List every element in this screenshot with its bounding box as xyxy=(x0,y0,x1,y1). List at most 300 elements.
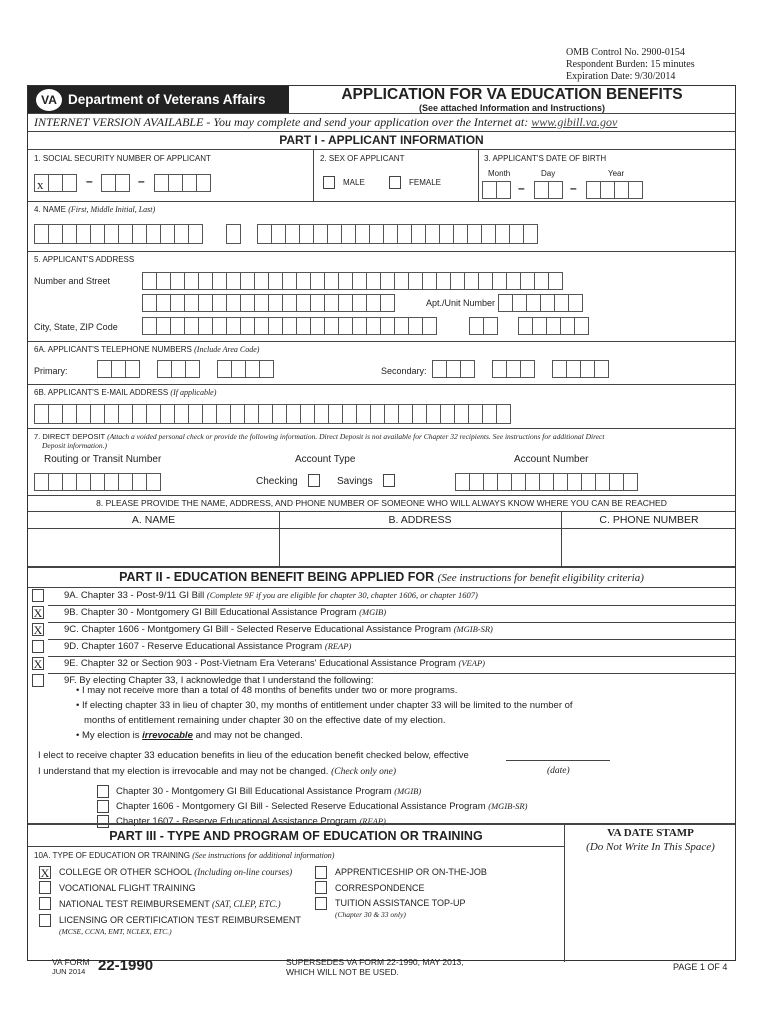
char-box[interactable] xyxy=(254,272,269,290)
char-box[interactable] xyxy=(481,224,496,244)
char-box[interactable] xyxy=(125,360,140,378)
agency-banner xyxy=(28,86,289,113)
benefit-checkbox[interactable] xyxy=(32,640,44,653)
char-box[interactable] xyxy=(380,294,395,312)
char-box[interactable] xyxy=(338,294,353,312)
char-box[interactable] xyxy=(282,272,297,290)
char-box[interactable] xyxy=(554,294,569,312)
char-box[interactable] xyxy=(142,272,157,290)
char-box[interactable] xyxy=(478,272,493,290)
char-box[interactable] xyxy=(324,317,339,335)
char-box[interactable] xyxy=(425,224,440,244)
char-box[interactable] xyxy=(492,360,507,378)
char-box[interactable] xyxy=(469,317,484,335)
char-box[interactable] xyxy=(62,404,77,424)
char-box[interactable] xyxy=(509,224,524,244)
char-box[interactable] xyxy=(226,272,241,290)
char-box[interactable] xyxy=(394,317,409,335)
char-box[interactable] xyxy=(184,317,199,335)
tuition-label: TUITION ASSISTANCE TOP-UP xyxy=(335,898,466,908)
savings-checkbox[interactable] xyxy=(383,474,395,487)
savings-label: Savings xyxy=(337,476,373,487)
char-box[interactable] xyxy=(282,294,297,312)
ssn-part1[interactable] xyxy=(35,174,77,192)
form-subtitle: (See attached Information and Instructions) xyxy=(418,103,606,113)
char-box[interactable] xyxy=(327,224,342,244)
char-box[interactable] xyxy=(440,404,455,424)
tuition-checkbox[interactable] xyxy=(315,897,327,910)
char-box[interactable] xyxy=(160,404,175,424)
supersedes-note: SUPERSEDES VA FORM 22-1990, MAY 2013, WHICH WILL NOT BE USED. xyxy=(286,957,464,977)
primary-line[interactable] xyxy=(218,360,274,378)
contact-name-field[interactable] xyxy=(28,529,279,565)
char-box[interactable] xyxy=(226,294,241,312)
char-box[interactable] xyxy=(397,224,412,244)
male-label: MALE xyxy=(343,178,365,187)
apt-label: Apt./Unit Number xyxy=(426,298,496,308)
national-test-label: NATIONAL TEST REIMBURSEMENT (SAT, CLEP, ETC.) xyxy=(59,899,281,909)
contact-label: 8. PLEASE PROVIDE THE NAME, ADDRESS, AND PHONE NUMBER OF SOMEONE WHO WILL ALWAYS KNOW WHERE YOU CAN BE REACHED xyxy=(96,498,667,508)
char-box[interactable] xyxy=(366,272,381,290)
char-box[interactable] xyxy=(299,224,314,244)
primary-prefix[interactable] xyxy=(158,360,200,378)
char-box[interactable] xyxy=(90,473,105,491)
internet-note: INTERNET VERSION AVAILABLE - You may complete and send your application over the Internet at: www.gibill.va.gov xyxy=(34,115,618,129)
phone-label: 6A. APPLICANT'S TELEPHONE NUMBERS (Include Area Code) xyxy=(34,345,260,354)
char-box[interactable] xyxy=(268,272,283,290)
char-box[interactable] xyxy=(496,404,511,424)
char-box[interactable] xyxy=(532,317,547,335)
contact-phone-header: C. PHONE NUMBER xyxy=(599,514,699,526)
char-box[interactable] xyxy=(380,272,395,290)
char-box[interactable] xyxy=(412,404,427,424)
char-box[interactable] xyxy=(170,294,185,312)
char-box[interactable] xyxy=(34,404,49,424)
char-box[interactable] xyxy=(212,294,227,312)
char-box[interactable] xyxy=(198,317,213,335)
char-box[interactable] xyxy=(48,174,63,192)
dob-year[interactable] xyxy=(587,181,643,199)
char-box[interactable] xyxy=(534,272,549,290)
char-box[interactable] xyxy=(446,360,461,378)
char-box[interactable] xyxy=(352,272,367,290)
routing-field[interactable] xyxy=(35,473,161,491)
election-checkbox[interactable] xyxy=(97,800,109,813)
part2-title: PART II - EDUCATION BENEFIT BEING APPLIED FOR (See instructions for benefit eligibility criteria) xyxy=(119,570,644,584)
char-box[interactable] xyxy=(356,404,371,424)
contact-phone-field[interactable] xyxy=(562,529,736,565)
election-option: Chapter 1606 - Montgomery GI Bill - Selected Reserve Educational Assistance Program (MGIB-SR) xyxy=(116,801,528,812)
char-box[interactable] xyxy=(212,317,227,335)
election-option: Chapter 30 - Montgomery GI Bill Educational Assistance Program (MGIB) xyxy=(116,786,422,797)
char-box[interactable] xyxy=(188,224,203,244)
char-box[interactable] xyxy=(511,473,526,491)
char-box[interactable] xyxy=(132,473,147,491)
state-field[interactable] xyxy=(470,317,498,335)
char-box[interactable] xyxy=(581,473,596,491)
understand-text: I understand that my election is irrevocable and may not be changed. (Check only one) xyxy=(38,766,396,777)
char-box[interactable] xyxy=(244,404,259,424)
char-box[interactable] xyxy=(342,404,357,424)
omb-info: OMB Control No. 2900-0154 Respondent Burden: 15 minutes Expiration Date: 9/30/2014 xyxy=(566,47,695,82)
election-option: Chapter 1607 - Reserve Educational Assistance Program (REAP) xyxy=(116,816,386,827)
char-box[interactable] xyxy=(408,272,423,290)
char-box[interactable] xyxy=(90,224,105,244)
char-box[interactable] xyxy=(352,317,367,335)
char-box[interactable] xyxy=(352,294,367,312)
char-box[interactable] xyxy=(324,272,339,290)
char-box[interactable] xyxy=(310,294,325,312)
char-box[interactable] xyxy=(268,317,283,335)
char-box[interactable] xyxy=(90,404,105,424)
char-box[interactable] xyxy=(271,224,286,244)
char-box[interactable] xyxy=(328,404,343,424)
secondary-label: Secondary: xyxy=(381,366,427,376)
benefit-option: 9A. Chapter 33 - Post-9/11 GI Bill (Complete 9F if you are eligible for chapter 30, chapter 1606, or chapter 1607) xyxy=(64,590,478,601)
char-box[interactable] xyxy=(526,294,541,312)
char-box[interactable] xyxy=(118,224,133,244)
char-box[interactable] xyxy=(118,404,133,424)
college-checkbox[interactable]: X xyxy=(40,866,50,880)
char-box[interactable] xyxy=(216,404,231,424)
char-box[interactable] xyxy=(467,224,482,244)
char-box[interactable] xyxy=(518,317,533,335)
form-title-block xyxy=(289,86,735,113)
char-box[interactable] xyxy=(482,404,497,424)
char-box[interactable] xyxy=(258,404,273,424)
date-stamp-title: VA DATE STAMP xyxy=(607,827,694,839)
char-box[interactable] xyxy=(369,224,384,244)
college-label: COLLEGE OR OTHER SCHOOL (Including on-line courses) xyxy=(59,867,293,877)
char-box[interactable] xyxy=(282,317,297,335)
correspondence-checkbox[interactable] xyxy=(315,881,327,894)
char-box[interactable] xyxy=(506,360,521,378)
char-box[interactable] xyxy=(586,181,601,199)
contact-address-field[interactable] xyxy=(280,529,561,565)
char-box[interactable] xyxy=(568,294,583,312)
char-box[interactable] xyxy=(398,404,413,424)
char-box[interactable] xyxy=(600,181,615,199)
city-field[interactable] xyxy=(143,317,437,335)
char-box[interactable] xyxy=(383,224,398,244)
char-box[interactable] xyxy=(240,317,255,335)
char-box[interactable] xyxy=(62,473,77,491)
char-box[interactable] xyxy=(548,272,563,290)
first-name-field[interactable] xyxy=(35,224,203,244)
char-box[interactable] xyxy=(523,224,538,244)
char-box[interactable] xyxy=(62,224,77,244)
char-box[interactable] xyxy=(296,272,311,290)
char-box[interactable] xyxy=(300,404,315,424)
char-box[interactable] xyxy=(525,473,540,491)
char-box[interactable] xyxy=(439,224,454,244)
char-box[interactable] xyxy=(384,404,399,424)
flight-checkbox[interactable] xyxy=(39,881,51,894)
char-box[interactable] xyxy=(498,294,513,312)
gibill-link[interactable]: www.gibill.va.gov xyxy=(531,115,618,129)
char-box[interactable] xyxy=(408,317,423,335)
sex-label: 2. SEX OF APPLICANT xyxy=(320,154,405,163)
char-box[interactable] xyxy=(355,224,370,244)
char-box[interactable] xyxy=(156,294,171,312)
national-test-checkbox[interactable] xyxy=(39,897,51,910)
char-box[interactable] xyxy=(182,174,197,192)
election-checkbox[interactable] xyxy=(97,815,109,828)
char-box[interactable] xyxy=(171,360,186,378)
benefit-checkbox[interactable]: X xyxy=(33,623,43,637)
char-box[interactable] xyxy=(567,473,582,491)
char-box[interactable] xyxy=(132,224,147,244)
benefit-checkbox[interactable]: X xyxy=(33,657,43,671)
char-box[interactable] xyxy=(198,272,213,290)
account-type-label: Account Type xyxy=(295,454,356,465)
char-box[interactable] xyxy=(48,404,63,424)
char-box[interactable] xyxy=(160,224,175,244)
char-box[interactable] xyxy=(455,473,470,491)
apprenticeship-label: APPRENTICESHIP OR ON-THE-JOB xyxy=(335,867,487,877)
char-box[interactable] xyxy=(540,294,555,312)
secondary-area-code[interactable] xyxy=(433,360,475,378)
account-number-field[interactable] xyxy=(456,473,638,491)
char-box[interactable] xyxy=(156,272,171,290)
street-field[interactable] xyxy=(143,272,563,290)
last-name-field[interactable] xyxy=(258,224,538,244)
ssn-label: 1. SOCIAL SECURITY NUMBER OF APPLICANT xyxy=(34,154,211,163)
char-box[interactable] xyxy=(146,473,161,491)
middle-initial-field[interactable] xyxy=(227,224,241,244)
char-box[interactable] xyxy=(286,404,301,424)
street-label: Number and Street xyxy=(34,276,111,286)
char-box[interactable] xyxy=(422,272,437,290)
char-box[interactable] xyxy=(259,360,274,378)
char-box[interactable] xyxy=(310,272,325,290)
char-box[interactable] xyxy=(118,473,133,491)
char-box[interactable] xyxy=(34,473,49,491)
char-box[interactable] xyxy=(623,473,638,491)
char-box[interactable] xyxy=(296,294,311,312)
char-box[interactable] xyxy=(614,181,629,199)
char-box[interactable] xyxy=(170,272,185,290)
char-box[interactable] xyxy=(188,404,203,424)
female-checkbox[interactable] xyxy=(389,176,401,189)
checking-checkbox[interactable] xyxy=(308,474,320,487)
char-box[interactable] xyxy=(104,473,119,491)
benefit-option: 9B. Chapter 30 - Montgomery GI Bill Educational Assistance Program (MGIB) xyxy=(64,607,387,618)
char-box[interactable] xyxy=(156,317,171,335)
char-box[interactable] xyxy=(460,360,475,378)
char-box[interactable] xyxy=(230,404,245,424)
char-box[interactable] xyxy=(76,404,91,424)
char-box[interactable] xyxy=(497,473,512,491)
char-box[interactable] xyxy=(76,224,91,244)
char-box[interactable] xyxy=(469,473,484,491)
char-box[interactable] xyxy=(101,174,116,192)
char-box[interactable] xyxy=(450,272,465,290)
char-box[interactable] xyxy=(168,174,183,192)
char-box[interactable] xyxy=(198,294,213,312)
char-box[interactable] xyxy=(366,317,381,335)
tuition-hint: (Chapter 30 & 33 only) xyxy=(335,910,406,919)
checking-label: Checking xyxy=(256,476,298,487)
zip-field[interactable] xyxy=(519,317,589,335)
char-box[interactable] xyxy=(496,181,511,199)
primary-area-code[interactable] xyxy=(98,360,140,378)
char-box[interactable] xyxy=(595,473,610,491)
char-box[interactable] xyxy=(436,272,451,290)
form-title: APPLICATION FOR VA EDUCATION BENEFITS xyxy=(341,86,683,103)
char-box[interactable] xyxy=(341,224,356,244)
char-box[interactable] xyxy=(104,224,119,244)
char-box[interactable] xyxy=(560,317,575,335)
char-box[interactable] xyxy=(296,317,311,335)
char-box[interactable] xyxy=(257,224,272,244)
char-box[interactable] xyxy=(174,224,189,244)
char-box[interactable] xyxy=(338,317,353,335)
ssn-part2[interactable] xyxy=(102,174,130,192)
deposit-label: 7. DIRECT DEPOSIT (Attach a voided personal check or provide the following information. Direct Deposit is not available for Chapter 32 recipients. See instructions for additional Direct Deposit information.) xyxy=(34,432,605,450)
training-type-label: 10A. TYPE OF EDUCATION OR TRAINING (See instructions for additional information) xyxy=(34,851,335,860)
email-label: 6B. APPLICANT'S E-MAIL ADDRESS (If applicable) xyxy=(34,388,217,397)
char-box[interactable] xyxy=(142,317,157,335)
ssn-part3[interactable] xyxy=(155,174,211,192)
char-box[interactable] xyxy=(157,360,172,378)
char-box[interactable] xyxy=(34,224,49,244)
date-caption: (date) xyxy=(547,766,570,776)
effective-date-field[interactable] xyxy=(506,760,610,761)
char-box[interactable] xyxy=(552,360,567,378)
city-label: City, State, ZIP Code xyxy=(34,322,118,332)
char-box[interactable] xyxy=(254,294,269,312)
char-box[interactable] xyxy=(539,473,554,491)
char-box[interactable] xyxy=(184,294,199,312)
char-box[interactable] xyxy=(432,360,447,378)
char-box[interactable] xyxy=(272,404,287,424)
char-box[interactable] xyxy=(268,294,283,312)
char-box[interactable] xyxy=(566,360,581,378)
char-box[interactable] xyxy=(240,272,255,290)
char-box[interactable] xyxy=(185,360,200,378)
char-box[interactable] xyxy=(170,317,185,335)
account-number-label: Account Number xyxy=(514,454,589,465)
char-box[interactable] xyxy=(245,360,260,378)
form-id: VA FORM JUN 2014 xyxy=(52,957,90,976)
char-box[interactable] xyxy=(482,181,497,199)
benefit-checkbox[interactable] xyxy=(32,589,44,602)
licensing-checkbox[interactable] xyxy=(39,914,51,927)
char-box[interactable] xyxy=(520,360,535,378)
char-box[interactable] xyxy=(483,317,498,335)
char-box[interactable] xyxy=(313,224,328,244)
dob-day[interactable] xyxy=(535,181,563,199)
char-box[interactable] xyxy=(314,404,329,424)
char-box[interactable] xyxy=(506,272,521,290)
char-box[interactable]: x xyxy=(34,174,49,192)
char-box[interactable] xyxy=(464,272,479,290)
char-box[interactable] xyxy=(468,404,483,424)
char-box[interactable] xyxy=(240,294,255,312)
char-box[interactable] xyxy=(366,294,381,312)
benefit-option: 9E. Chapter 32 or Section 903 - Post-Vietnam Era Veterans' Educational Assistance Program (VEAP) xyxy=(64,658,485,669)
char-box[interactable] xyxy=(310,317,325,335)
char-box[interactable] xyxy=(422,317,437,335)
char-box[interactable] xyxy=(553,473,568,491)
secondary-line[interactable] xyxy=(553,360,609,378)
benefit-checkbox[interactable]: X xyxy=(33,606,43,620)
char-box[interactable] xyxy=(174,404,189,424)
char-box[interactable] xyxy=(184,272,199,290)
char-box[interactable] xyxy=(580,360,595,378)
char-box[interactable] xyxy=(411,224,426,244)
char-box[interactable] xyxy=(62,174,77,192)
char-box[interactable] xyxy=(380,317,395,335)
char-box[interactable] xyxy=(394,272,409,290)
char-box[interactable] xyxy=(146,404,161,424)
election-checkbox[interactable] xyxy=(97,785,109,798)
char-box[interactable] xyxy=(546,317,561,335)
male-checkbox[interactable] xyxy=(323,176,335,189)
char-box[interactable] xyxy=(609,473,624,491)
char-box[interactable] xyxy=(202,404,217,424)
char-box[interactable] xyxy=(97,360,112,378)
char-box[interactable] xyxy=(146,224,161,244)
char-box[interactable] xyxy=(154,174,169,192)
char-box[interactable] xyxy=(548,181,563,199)
char-box[interactable] xyxy=(495,224,510,244)
char-box[interactable] xyxy=(285,224,300,244)
contact-name-header: A. NAME xyxy=(131,514,176,526)
char-box[interactable] xyxy=(574,317,589,335)
char-box[interactable] xyxy=(226,224,241,244)
char-box[interactable] xyxy=(483,473,498,491)
char-box[interactable] xyxy=(520,272,535,290)
char-box[interactable] xyxy=(48,473,63,491)
char-box[interactable] xyxy=(453,224,468,244)
char-box[interactable] xyxy=(217,360,232,378)
char-box[interactable] xyxy=(231,360,246,378)
apt-field[interactable] xyxy=(499,294,583,312)
email-field[interactable] xyxy=(35,404,511,424)
char-box[interactable] xyxy=(426,404,441,424)
char-box[interactable] xyxy=(226,317,241,335)
benefit-checkbox[interactable] xyxy=(32,674,44,687)
street-line2-field[interactable] xyxy=(143,294,395,312)
char-box[interactable] xyxy=(594,360,609,378)
char-box[interactable] xyxy=(115,174,130,192)
char-box[interactable] xyxy=(324,294,339,312)
char-box[interactable] xyxy=(512,294,527,312)
char-box[interactable] xyxy=(454,404,469,424)
char-box[interactable] xyxy=(338,272,353,290)
char-box[interactable] xyxy=(254,317,269,335)
char-box[interactable] xyxy=(104,404,119,424)
correspondence-label: CORRESPONDENCE xyxy=(335,883,425,893)
female-label: FEMALE xyxy=(409,178,442,187)
char-box[interactable] xyxy=(212,272,227,290)
char-box[interactable] xyxy=(76,473,91,491)
char-box[interactable] xyxy=(142,294,157,312)
char-box[interactable] xyxy=(492,272,507,290)
char-box[interactable] xyxy=(628,181,643,199)
char-box[interactable] xyxy=(111,360,126,378)
dob-month[interactable] xyxy=(483,181,511,199)
char-box[interactable] xyxy=(534,181,549,199)
secondary-prefix[interactable] xyxy=(493,360,535,378)
char-box[interactable] xyxy=(48,224,63,244)
char-box[interactable] xyxy=(370,404,385,424)
char-box[interactable] xyxy=(132,404,147,424)
char-box[interactable] xyxy=(196,174,211,192)
apprenticeship-checkbox[interactable] xyxy=(315,866,327,879)
